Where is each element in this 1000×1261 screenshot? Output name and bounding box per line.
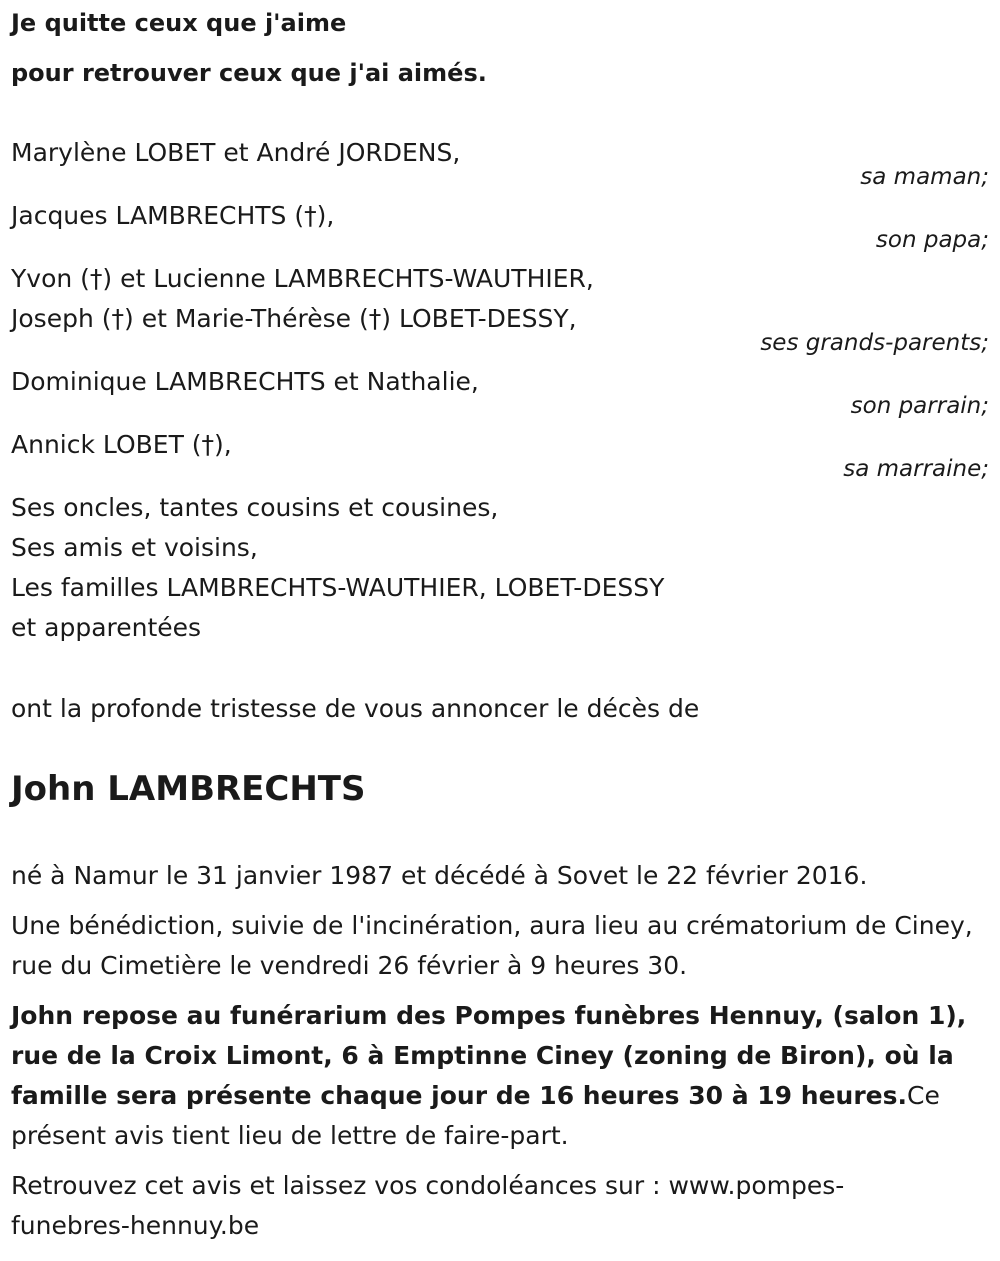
others-line: Les familles LAMBRECHTS-WAUTHIER, LOBET-DESSY [11,573,665,602]
family-member-mother: Marylène LOBET et André JORDENS, [11,138,461,167]
deceased-name: John LAMBRECHTS [11,769,366,809]
others-line: et apparentées [11,613,202,642]
condolences-notice: Retrouvez cet avis et laissez vos condoléances sur : www.pompes-funebres-hennuy.be [11,1171,845,1240]
birth-death-dates: né à Namur le 31 janvier 1987 et décédé à Sovet le 22 février 2016. [11,861,868,890]
family-member-grandparents-1: Yvon (†) et Lucienne LAMBRECHTS-WAUTHIER, [11,264,594,293]
family-member-grandparents-2: Joseph (†) et Marie-Thérèse (†) LOBET-DESSY, [11,304,577,333]
visitation-rest: Ce présent avis tient lieu de lettre de faire-part. [11,1081,940,1150]
visitation-details [11,996,986,1156]
quote-line-2: pour retrouver ceux que j'ai aimés. [11,59,487,87]
visitation-bold: John repose au funérarium des Pompes funèbres Hennuy, (salon 1), rue de la Croix Limont, 6 à Emptinne Ciney (zoning de Biron), où la famille sera présente chaque jour de 16 heures 30 à 19 heures. [11,1001,967,1110]
family-role-grandparents: ses grands-parents; [760,330,989,356]
family-member-godfather: Dominique LAMBRECHTS et Nathalie, [11,367,479,396]
family-member-father: Jacques LAMBRECHTS (†), [11,201,335,230]
family-role-father: son papa; [875,227,989,253]
ceremony-details: Une bénédiction, suivie de l'incinération, aura lieu au crématorium de Ciney, rue du Cimetière le vendredi 26 février à 9 heures 30. [11,911,973,980]
family-role-godmother: sa marraine; [843,456,989,482]
others-line: Ses oncles, tantes cousins et cousines, [11,493,499,522]
family-member-godmother: Annick LOBET (†), [11,430,232,459]
announcement: ont la profonde tristesse de vous annoncer le décès de [11,694,700,723]
quote-line-1: Je quitte ceux que j'aime [11,9,347,37]
others-line: Ses amis et voisins, [11,533,258,562]
family-role-godfather: son parrain; [850,393,989,419]
family-role-mother: sa maman; [860,164,989,190]
